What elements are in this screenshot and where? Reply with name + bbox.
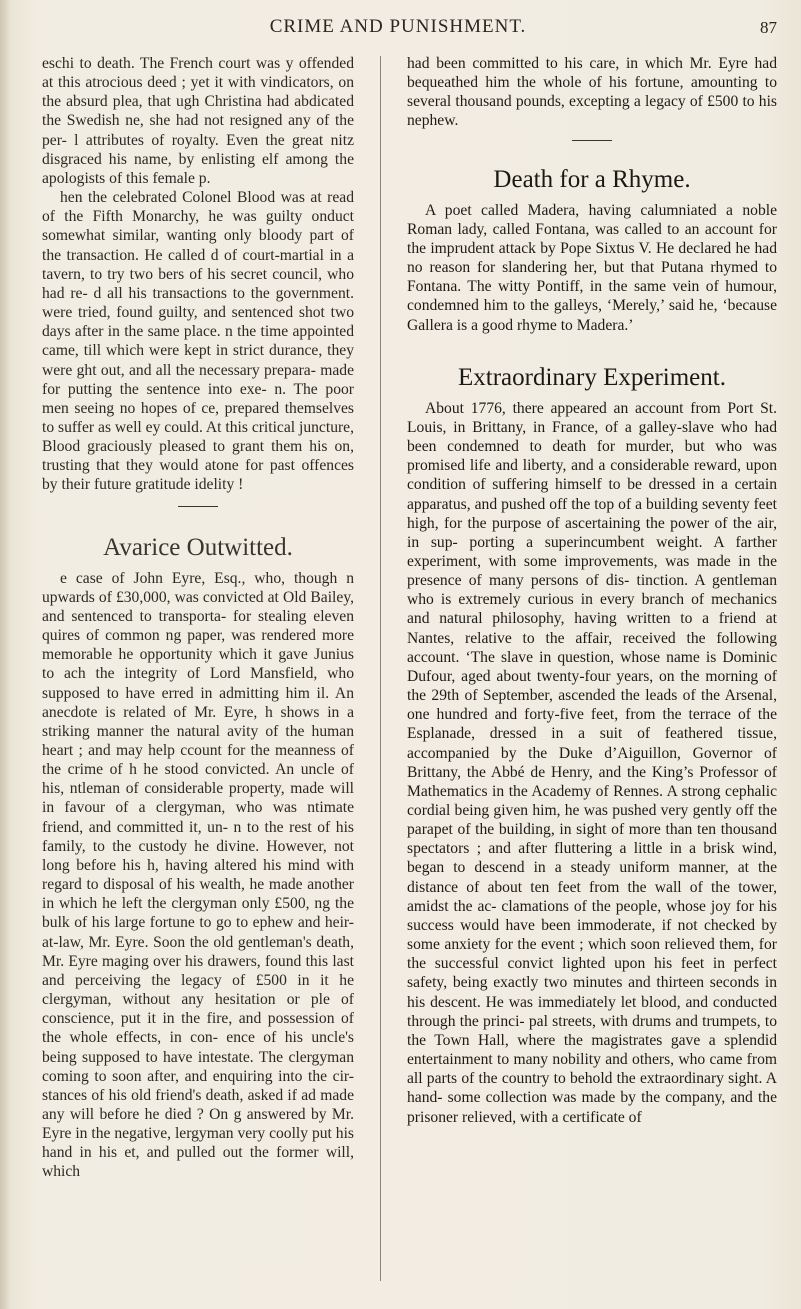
paragraph-colonel-blood: hen the celebrated Colonel Blood was at read of the Fifth Monarchy, he was guilty onduct somewhat similar, wanting only bloody part of the transaction. He called d of court-martial in a tavern, to try two bers of his secret council, who had re- d all his transactions to the government. were tried, found guilty, and sentenced shot two days after in the same place. n the time appointed came, till which were kept in strict durance, they were ght out, and all the necessary prepara- made for putting the sentence into exe- n. The poor men seeing no hopes of ce, prepared themselves to suffer as well ey could. At this critical juncture, Blood graciously pleased to grant them his on, trusting that they would atone for past offences by their future gratitude idelity ! <box>42 189 354 494</box>
section-separator <box>572 140 612 141</box>
column-divider <box>380 56 381 1281</box>
paragraph-dufour-experiment: About 1776, there appeared an account from Port St. Louis, in Brittany, in France, of a galley-slave who had been condemned to death for murder, but who was promised life and liberty, and a considerable reward, upon condition of suffering himself to be dressed in a certain apparatus, and pushed off the top of a building seventy feet high, for the purpose of ascertaining the power of the air, in sup- porting a superincumbent weight. A farther experiment, with some improvements, was made in the presence of many persons of dis- tinction. A gentleman who is extremely curious in every branch of mechanics and natural philosophy, having written to a friend at Nantes, relative to the affair, received the following account. ‘The slave in question, whose name is Dominic Dufour, aged about twenty-four years, on the morning of the 29th of September, ascended the leads of the Arsenal, one hundred and forty-five feet, from the terrace of the Esplanade, dressed in a suit of feathered tissue, accompanied by the Duke d’Aiguillon, Governor of Brittany, the Abbé de Henry, and the King’s Professor of Mathematics in the Academy of Rennes. A strong cephalic cordial being given him, he was pushed very gently off the parapet of the building, in sight of more than ten thousand spectators ; and after fluttering a little in a brisk wind, began to descend in a steady uniform manner, at the distance of about ten feet from the wall of the tower, amidst the ac- clamations of the people, whose joy for his success would have been immoderate, if not checked by some anxiety for the event ; which soon relieved them, for the successful convict lighted upon his feet in perfect safety, being exactly two minutes and thirteen seconds in his descent. He was immediately let blood, and conducted through the princi- pal streets, with drums and trumpets, to the Town Hall, where the magistrates gave a splendid entertainment to many nobility and others, who came from all parts of the country to behold the extraordinary sight. A hand- some collection was made by the company, and the prisoner relieved, with a certificate of <box>407 399 777 1126</box>
right-column <box>407 54 777 1127</box>
binding-shadow <box>0 0 10 1309</box>
section-title-extraordinary-experiment: Extraordinary Experiment. <box>458 363 726 391</box>
page-number: 87 <box>760 18 777 37</box>
paragraph-john-eyre: e case of John Eyre, Esq., who, though n upwards of £30,000, was convicted at Old Bailey, and sentenced to transporta- for stealing eleven quires of common ng paper, was rendered more memorable he opportunity which it gave Junius to ach the integrity of Lord Mansfield, who supposed to have erred in admitting him il. An anecdote is related of Mr. Eyre, h shows in a striking manner the natural avity of the human heart ; and may help ccount for the meanness of the crime of h he stood convicted. An uncle of his, ntleman of considerable property, made will in favour of a clergyman, who was ntimate friend, and committed it, un- n to the rest of his family, to the custody he divine. However, not long before his h, having altered his mind with regard to disposal of his wealth, he made another in which he left the clergyman only £500, ng the bulk of his large fortune to go to ephew and heir-at-law, Mr. Eyre. Soon the old gentleman's death, Mr. Eyre maging over his drawers, found this last and perceiving the legacy of £500 in it he clergyman, without any hesitation or ple of conscience, put it in the fire, and possession of the whole effects, in con- ence of his uncle's being supposed to have intestate. The clergyman coming to soon after, and enquiring into the cir- stances of his old friend's death, asked if ad made any will before he died ? On g answered by Mr. Eyre in the negative, lergyman very coolly put his hand in his et, and pulled out the former will, which <box>42 569 354 1181</box>
section-spacer <box>407 335 777 363</box>
section-title-death-for-a-rhyme: Death for a Rhyme. <box>493 165 691 193</box>
paragraph-will-continued: had been committed to his care, in which Mr. Eyre had bequeathed him the whole of his fortune, amounting to several thousand pounds, excepting a legacy of £500 to his nephew. <box>407 55 777 130</box>
paragraph-madera: A poet called Madera, having calumniated a noble Roman lady, called Fontana, was called to an account for the imprudent attack by Pope Sixtus V. He declared he had no reason for slandering her, but that Putana rhymed to Fontana. The witty Pontiff, in the same vein of humour, condemned him to the galleys, ‘Merely,’ said he, ‘because Gallera is a good rhyme to Madera.’ <box>407 201 777 334</box>
running-head <box>0 16 801 40</box>
section-title-avarice-outwitted: Avarice Outwitted. <box>103 533 293 561</box>
section-separator <box>178 506 218 507</box>
running-title: CRIME AND PUNISHMENT. <box>269 16 527 37</box>
paragraph-christina: eschi to death. The French court was y offended at this atrocious deed ; yet it with vindicators, on the absurd plea, that ugh Christina had abdicated the Swedish ne, she had not resigned any of the per- l attributes of royalty. Even the great nitz disgraced his name, by enlisting elf among the apologists of this female p. <box>42 55 354 187</box>
left-column <box>42 54 354 1182</box>
